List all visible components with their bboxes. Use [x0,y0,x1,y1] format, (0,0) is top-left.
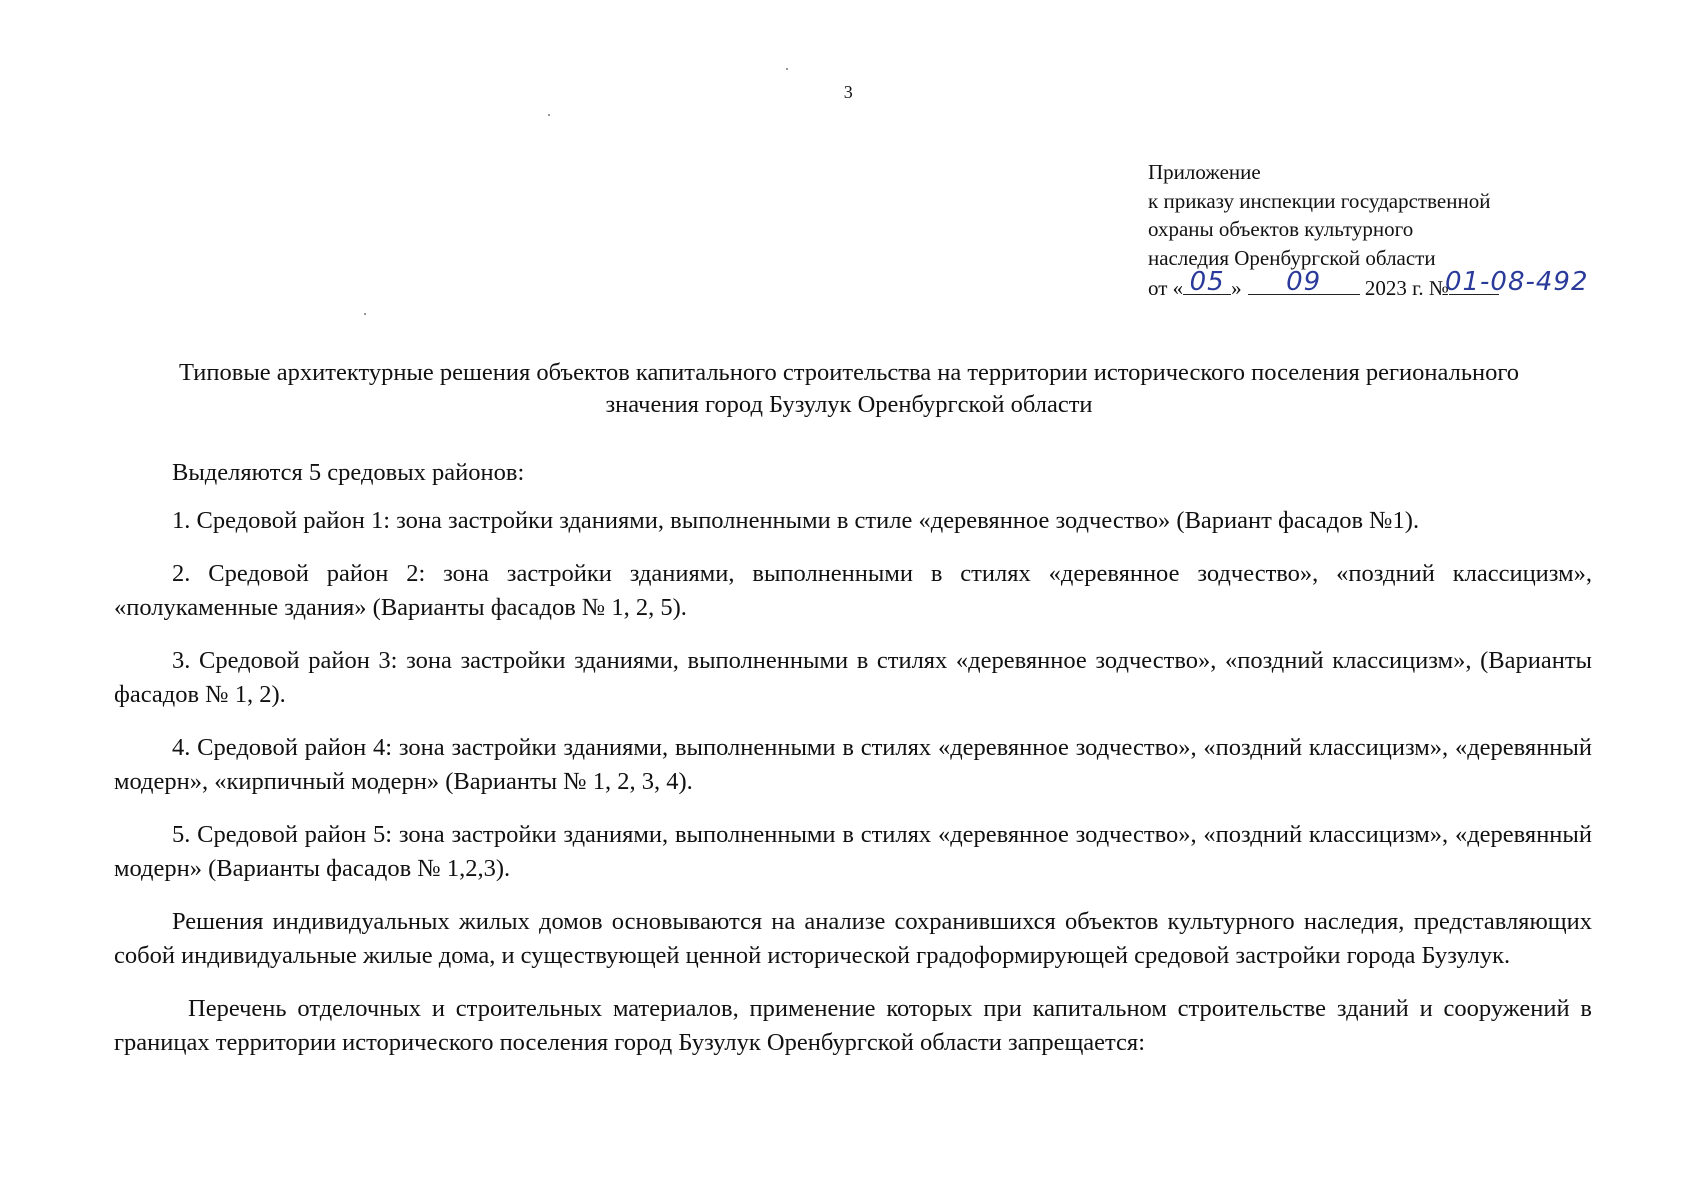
handwritten-order-number: 01-08-492 [1444,267,1589,297]
appendix-block [1148,158,1589,303]
district-item: 1. Средовой район 1: зона застройки зданиями, выполненными в стиле «деревянное зодчество» (Вариант фасадов №1). [172,506,1420,534]
district-item: 4. Средовой район 4: зона застройки зданиями, выполненными в стилях «деревянное зодчество», «поздний классицизм», «деревянный модерн», «кирпичный модерн» (Варианты № 1, 2, 3, 4). [114,734,1592,795]
intro-paragraph: Выделяются 5 средовых районов: [172,459,525,486]
page-number: 3 [843,82,854,102]
date-day-field [1183,267,1231,297]
date-mid: » [1231,276,1242,300]
document-body [114,456,1592,1059]
document-title: Типовые архитектурные решения объектов капитального строительства на территории исторического поселения регионального значения город Бузулук Оренбургской области [178,359,1520,418]
order-date-line [1148,267,1589,303]
houses-paragraph: Решения индивидуальных жилых домов основываются на анализе сохранившихся объектов культурного наследия, представляющих собой индивидуальные жилые дома, и существующей ценной исторической градоформирующей средовой застройки города Бузулук. [114,908,1592,969]
handwritten-day: 05 [1189,267,1225,297]
appendix-line: к приказу инспекции государственной [1148,188,1491,213]
date-prefix: от « [1148,276,1184,300]
date-month-field [1248,267,1360,297]
appendix-line: Приложение [1148,160,1261,184]
district-item: 2. Средовой район 2: зона застройки зданиями, выполненными в стилях «деревянное зодчество», «поздний классицизм», «полукаменные здания» (Варианты фасадов № 1, 2, 5). [114,560,1592,621]
date-year-text: 2023 г. № [1359,276,1449,300]
handwritten-month: 09 [1286,267,1322,297]
scan-speck [786,68,788,70]
scan-speck [548,114,550,116]
appendix-line: охраны объектов культурного [1148,217,1414,241]
materials-paragraph: Перечень отделочных и строительных материалов, применение которых при капитальном строительстве зданий и сооружений в границах территории исторического поселения город Бузулук Оренбургской области запрещается: [114,995,1592,1056]
district-item: 3. Средовой район 3: зона застройки зданиями, выполненными в стилях «деревянное зодчество», «поздний классицизм», (Варианты фасадов № 1, 2). [114,647,1592,708]
district-item: 5. Средовой район 5: зона застройки зданиями, выполненными в стилях «деревянное зодчество», «поздний классицизм», «деревянный модерн» (Варианты фасадов № 1,2,3). [114,821,1592,882]
scan-speck [364,313,366,315]
order-number-field [1444,267,1589,297]
appendix-line: наследия Оренбургской области [1148,245,1436,270]
